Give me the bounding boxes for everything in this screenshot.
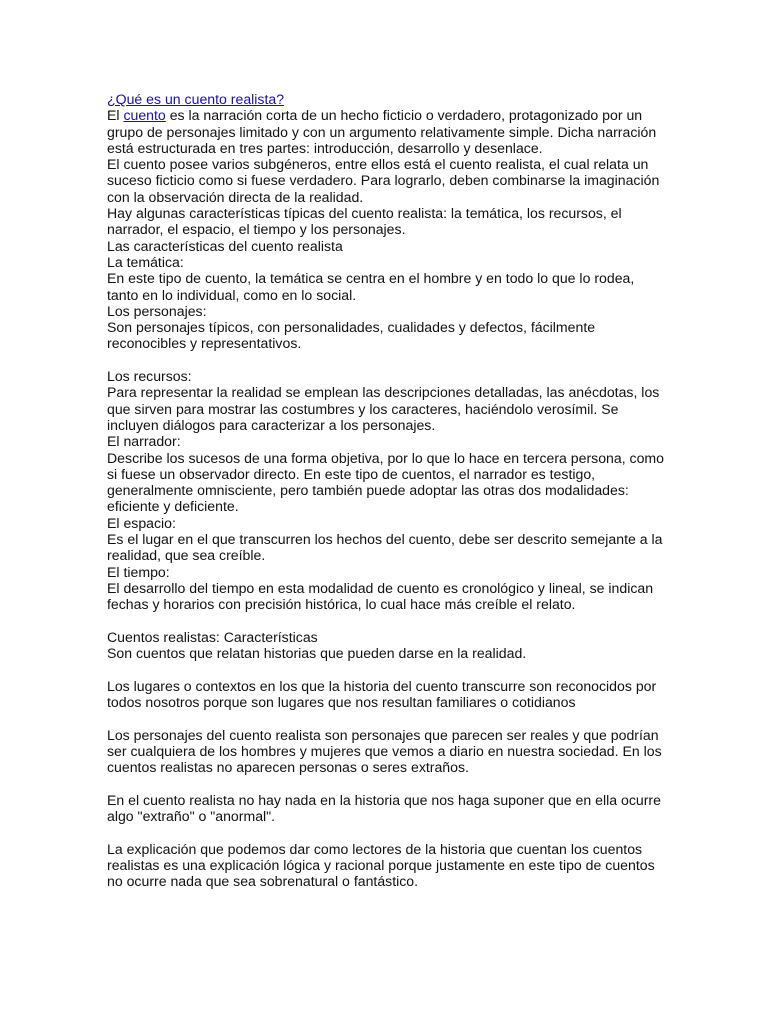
spacer (107, 824, 667, 840)
title-paragraph (107, 91, 667, 107)
recursos-heading: Los recursos: (107, 368, 192, 385)
document-body (107, 91, 667, 890)
personajes-reales-paragraph: Los personajes del cuento realista son personajes que parecen ser reales y que podrían ser cualquiera de los hombres y mujeres que vemos a diario en nuestra sociedad. En los cuentos realistas no aparecen personas o seres extraños. (107, 726, 662, 776)
tematica-paragraph: En este tipo de cuento, la temática se centra en el hombre y en todo lo que lo rodea, tanto en lo individual, como en lo social. (107, 270, 635, 303)
title-link[interactable]: ¿Qué es un cuento realista? (107, 91, 285, 107)
narrador-heading: El narrador: (107, 433, 181, 450)
spacer (107, 352, 667, 368)
spacer (107, 613, 667, 629)
spacer (107, 661, 667, 677)
espacio-heading: El espacio: (107, 514, 176, 531)
tiempo-paragraph: El desarrollo del tiempo en esta modalidad de cuento es cronológico y lineal, se indican fechas y horarios con precisión histórica, lo cual hace más creíble el relato. (107, 579, 654, 613)
spacer (107, 775, 667, 791)
tiempo-heading: El tiempo: (107, 563, 170, 580)
tematica-heading: La temática: (107, 253, 184, 270)
espacio-paragraph: Es el lugar en el que transcurren los hechos del cuento, debe ser descrito semejante a la realidad, que sea creíble. (107, 531, 663, 564)
cuentos-realistas-heading: Cuentos realistas: Características (107, 628, 318, 645)
recursos-paragraph: Para representar la realidad se emplean las descripciones detalladas, las anécdotas, los que sirven para mostrar las costumbres y los caracteres, haciéndolo verosímil. Se incluyen diálogos para caracterizar a los personajes. (107, 384, 660, 433)
personajes-paragraph: Son personajes típicos, con personalidades, cualidades y defectos, fácilmente reconocibles y representativos. (107, 319, 596, 352)
cuento-link[interactable]: cuento (123, 107, 166, 124)
narrador-paragraph: Describe los sucesos de una forma objetiva, por lo que lo hace en tercera persona, como si fuese un observador directo. En este tipo de cuentos, el narrador es testigo, generalmente omnisciente, pero también puede adoptar las otras dos modalidades: eficiente y deficiente. (107, 449, 665, 515)
explicacion-paragraph: La explicación que podemos dar como lectores de la historia que cuentan los cuentos realistas es una explicación lógica y racional porque justamente en este tipo de cuentos no ocurre nada que sea sobrenatural o fantástico. (107, 840, 655, 890)
personajes-heading: Los personajes: (107, 302, 207, 319)
nada-extrano-paragraph: En el cuento realista no hay nada en la historia que nos haga suponer que en ella ocurre algo "extraño" o "anormal". (107, 791, 661, 825)
cuentos-realistas-paragraph: Son cuentos que relatan historias que pueden darse en la realidad. (107, 645, 527, 662)
caracteristicas-intro-paragraph: Hay algunas características típicas del cuento realista: la temática, los recursos, el narrador, el espacio, el tiempo y los personajes. (107, 205, 622, 238)
intro-paragraph (107, 107, 667, 156)
subgeneros-paragraph: El cuento posee varios subgéneros, entre ellos está el cuento realista, el cual relata un suceso ficticio como si fuese verdadero. Para lograrlo, deben combinarse la imaginación con la observación directa de la realidad. (107, 156, 660, 205)
lugares-paragraph: Los lugares o contextos en los que la historia del cuento transcurre son reconocidos por todos nosotros porque son lugares que nos resultan familiares o cotidianos (107, 677, 657, 710)
caracteristicas-heading: Las características del cuento realista (107, 237, 343, 254)
spacer (107, 710, 667, 726)
intro-rest: es la narración corta de un hecho ficticio o verdadero, protagonizado por un grupo de personajes limitado y con un argumento relativamente simple. Dicha narración está estructurada en tres partes: introducción, desarrollo y desenlace. (107, 107, 657, 156)
intro-el: El (107, 107, 124, 124)
